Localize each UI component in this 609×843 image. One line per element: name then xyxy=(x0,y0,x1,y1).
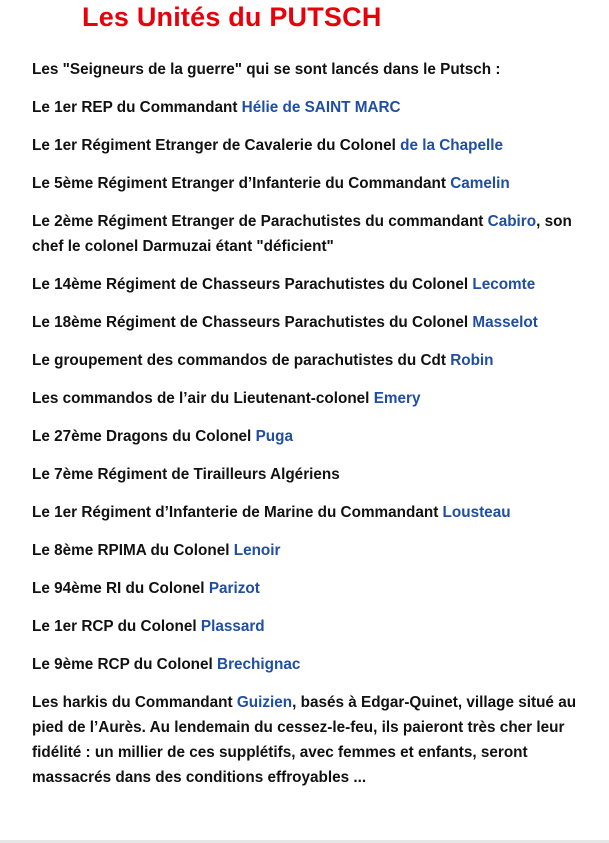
unit-text: Le 1er RCP du Colonel xyxy=(32,618,201,635)
document-body xyxy=(32,57,602,803)
unit-text: Le 8ème RPIMA du Colonel xyxy=(32,542,234,559)
commander-name: Lousteau xyxy=(442,504,511,521)
unit-text: Le 1er REP du Commandant xyxy=(32,99,242,116)
commander-name: Robin xyxy=(450,352,494,369)
commander-name: Emery xyxy=(373,390,421,407)
unit-text: Le 27ème Dragons du Colonel xyxy=(32,428,256,445)
unit-entry xyxy=(32,424,602,449)
unit-entry xyxy=(32,386,602,411)
unit-text: Le 18ème Régiment de Chasseurs Parachutistes du Colonel xyxy=(32,314,473,331)
unit-entry xyxy=(32,690,602,790)
commander-name: Hélie de SAINT MARC xyxy=(241,99,401,116)
unit-text: Le 1er Régiment Etranger de Cavalerie du Colonel xyxy=(32,137,401,154)
unit-after-text: , son chef le colonel Darmuzai étant "déficient" xyxy=(32,213,572,255)
unit-entry xyxy=(32,614,602,639)
commander-name: Puga xyxy=(255,428,293,445)
unit-entry xyxy=(32,500,602,525)
unit-text: Les harkis du Commandant xyxy=(32,694,237,711)
commander-name: de la Chapelle xyxy=(400,137,503,154)
unit-entry xyxy=(32,462,602,487)
unit-text: Le groupement des commandos de parachutistes du Cdt xyxy=(32,352,451,369)
unit-text: Le 94ème RI du Colonel xyxy=(32,580,209,597)
unit-text: Le 5ème Régiment Etranger d’Infanterie du Commandant xyxy=(32,175,451,192)
commander-name: Lecomte xyxy=(472,276,536,293)
unit-entry xyxy=(32,310,602,335)
commander-name: Camelin xyxy=(450,175,510,192)
commander-name: Lenoir xyxy=(233,542,281,559)
unit-entry xyxy=(32,272,602,297)
commander-name: Plassard xyxy=(200,618,265,635)
commander-name: Guizien xyxy=(236,694,293,711)
unit-entry xyxy=(32,95,602,120)
unit-text: Le 2ème Régiment Etranger de Parachutistes du commandant xyxy=(32,213,488,230)
unit-text: Le 1er Régiment d’Infanterie de Marine du Commandant xyxy=(32,504,443,521)
commander-name: Parizot xyxy=(208,580,260,597)
unit-text: Le 14ème Régiment de Chasseurs Parachutistes du Colonel xyxy=(32,276,473,293)
unit-text: Les commandos de l’air du Lieutenant-colonel xyxy=(32,390,374,407)
commander-name: Brechignac xyxy=(217,656,301,673)
unit-entry xyxy=(32,652,602,677)
unit-entry xyxy=(32,348,602,373)
unit-text: Le 9ème RCP du Colonel xyxy=(32,656,218,673)
unit-entry xyxy=(32,576,602,601)
commander-name: Masselot xyxy=(472,314,538,331)
commander-name: Cabiro xyxy=(487,213,537,230)
unit-entry xyxy=(32,538,602,563)
unit-entry xyxy=(32,171,602,196)
page-title: Les Unités du PUTSCH xyxy=(82,2,382,32)
unit-text: Le 7ème Régiment de Tirailleurs Algériens xyxy=(32,466,340,483)
intro-paragraph: Les "Seigneurs de la guerre" qui se sont lancés dans le Putsch : xyxy=(32,61,501,78)
unit-after-text: , basés à Edgar-Quinet, village situé au pied de l’Aurès. Au lendemain du cessez-le-feu, ils paieront très cher leur fidélité : un millier de ces supplétifs, avec femmes et enfants, seront massacrés dans des conditions effroyables ... xyxy=(32,694,577,786)
unit-entry xyxy=(32,209,602,259)
unit-entry xyxy=(32,133,602,158)
